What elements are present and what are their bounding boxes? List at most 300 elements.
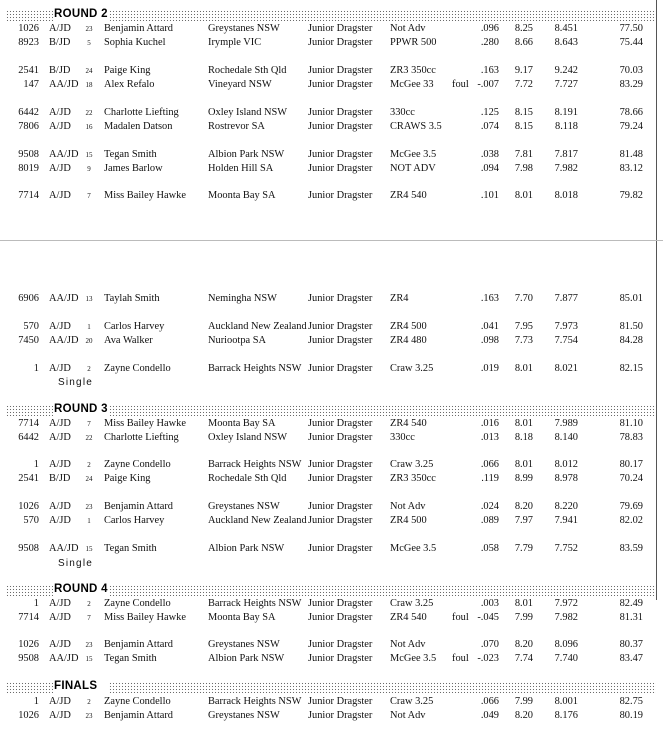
division: Junior Dragster — [308, 501, 373, 512]
reaction-time: .038 — [480, 149, 499, 160]
hometown: Barrack Heights NSW — [208, 598, 302, 609]
division: Junior Dragster — [308, 321, 373, 332]
hometown: Vineyard NSW — [208, 79, 272, 90]
division: Junior Dragster — [308, 107, 373, 118]
vehicle: Not Adv — [390, 710, 426, 721]
entrant-number: 1 — [33, 363, 39, 374]
division: Junior Dragster — [308, 23, 373, 34]
speed: 85.01 — [619, 293, 643, 304]
driver-name: James Barlow — [104, 163, 163, 174]
division: Junior Dragster — [308, 639, 373, 650]
dial-in: 7.72 — [514, 79, 533, 90]
dial-in: 8.01 — [514, 190, 533, 201]
reaction-time: -.007 — [477, 79, 499, 90]
elapsed-time: 7.941 — [554, 515, 578, 526]
header-dot-pattern — [6, 405, 53, 416]
dial-in: 8.01 — [514, 459, 533, 470]
reaction-time: .013 — [480, 432, 499, 443]
driver-name: Zayne Condello — [104, 696, 171, 707]
division: Junior Dragster — [308, 459, 373, 470]
round-2-header — [6, 9, 656, 22]
dial-in: 8.20 — [514, 639, 533, 650]
class: A/JD — [49, 612, 71, 623]
division: Junior Dragster — [308, 149, 373, 160]
vehicle: ZR4 540 — [390, 418, 427, 429]
reaction-time: .098 — [480, 335, 499, 346]
division: Junior Dragster — [308, 163, 373, 174]
speed: 79.24 — [619, 121, 643, 132]
entrant-number: 1 — [33, 696, 39, 707]
entrant-number: 1026 — [18, 501, 39, 512]
position: 9 — [87, 165, 91, 173]
speed: 81.48 — [619, 149, 643, 160]
elapsed-time: 8.001 — [554, 696, 578, 707]
division: Junior Dragster — [308, 79, 373, 90]
vehicle: McGee 3.5 — [390, 543, 437, 554]
position: 1 — [87, 323, 91, 331]
division: Junior Dragster — [308, 515, 373, 526]
reaction-time: .066 — [480, 459, 499, 470]
speed: 70.03 — [619, 65, 643, 76]
entrant-number: 1 — [33, 459, 39, 470]
class: A/JD — [49, 515, 71, 526]
vehicle: Craw 3.25 — [390, 598, 434, 609]
table-row — [0, 150, 663, 162]
division: Junior Dragster — [308, 653, 373, 664]
division: Junior Dragster — [308, 293, 373, 304]
elapsed-time: 7.982 — [554, 163, 578, 174]
single-run-note: Single — [58, 558, 93, 569]
speed: 78.66 — [619, 107, 643, 118]
position: 24 — [85, 475, 93, 483]
dial-in: 8.15 — [514, 121, 533, 132]
vehicle: Not Adv — [390, 23, 426, 34]
driver-name: Tegan Smith — [104, 543, 157, 554]
division: Junior Dragster — [308, 335, 373, 346]
reaction-time: .049 — [480, 710, 499, 721]
class: AA/JD — [49, 335, 79, 346]
hometown: Oxley Island NSW — [208, 432, 288, 443]
driver-name: Sophia Kuchel — [104, 37, 166, 48]
table-row — [0, 516, 663, 528]
position: 23 — [85, 503, 93, 511]
entrant-number: 8019 — [18, 163, 39, 174]
vehicle: McGee 33 — [390, 79, 434, 90]
elapsed-time: 7.817 — [554, 149, 578, 160]
section-heading: ROUND 2 — [54, 8, 108, 20]
speed: 77.50 — [619, 23, 643, 34]
position: 2 — [87, 365, 91, 373]
vehicle: PPWR 500 — [390, 37, 437, 48]
elapsed-time: 8.978 — [554, 473, 578, 484]
elapsed-time: 9.242 — [554, 65, 578, 76]
table-row — [0, 474, 663, 486]
position: 2 — [87, 461, 91, 469]
entrant-number: 147 — [23, 79, 39, 90]
position: 18 — [85, 81, 93, 89]
entrant-number: 2541 — [18, 65, 39, 76]
hometown: Greystanes NSW — [208, 639, 280, 650]
entrant-number: 9508 — [18, 653, 39, 664]
entrant-number: 6906 — [18, 293, 39, 304]
division: Junior Dragster — [308, 473, 373, 484]
vehicle: ZR4 500 — [390, 321, 427, 332]
dial-in: 8.01 — [514, 418, 533, 429]
class: AA/JD — [49, 79, 79, 90]
hometown: Barrack Heights NSW — [208, 696, 302, 707]
position: 2 — [87, 698, 91, 706]
dial-in: 8.01 — [514, 363, 533, 374]
speed: 79.82 — [619, 190, 643, 201]
driver-name: Miss Bailey Hawke — [104, 612, 186, 623]
class: AA/JD — [49, 653, 79, 664]
hometown: Rostrevor SA — [208, 121, 265, 132]
reaction-time: .016 — [480, 418, 499, 429]
dial-in: 7.97 — [514, 515, 533, 526]
class: AA/JD — [49, 293, 79, 304]
speed: 83.47 — [619, 653, 643, 664]
reaction-time: .019 — [480, 363, 499, 374]
table-row — [0, 711, 663, 723]
foul-note: foul — [452, 79, 469, 90]
dial-in: 8.25 — [514, 23, 533, 34]
hometown: Auckland New Zealand — [208, 515, 307, 526]
class: A/JD — [49, 190, 71, 201]
class: A/JD — [49, 639, 71, 650]
entrant-number: 6442 — [18, 107, 39, 118]
speed: 83.12 — [619, 163, 643, 174]
elapsed-time: 8.018 — [554, 190, 578, 201]
table-row — [0, 419, 663, 431]
division: Junior Dragster — [308, 432, 373, 443]
header-dot-pattern — [6, 10, 53, 21]
vehicle: McGee 3.5 — [390, 149, 437, 160]
vehicle: NOT ADV — [390, 163, 436, 174]
class: A/JD — [49, 459, 71, 470]
entrant-number: 9508 — [18, 543, 39, 554]
division: Junior Dragster — [308, 65, 373, 76]
elapsed-time: 8.021 — [554, 363, 578, 374]
elapsed-time: 7.877 — [554, 293, 578, 304]
entrant-number: 570 — [23, 321, 39, 332]
reaction-time: .119 — [481, 473, 499, 484]
vehicle: ZR3 350cc — [390, 65, 436, 76]
class: B/JD — [49, 37, 71, 48]
reaction-time: .089 — [480, 515, 499, 526]
single-run-note: Single — [58, 377, 93, 388]
position: 7 — [87, 420, 91, 428]
hometown: Moonta Bay SA — [208, 612, 276, 623]
hometown: Greystanes NSW — [208, 501, 280, 512]
driver-name: Madalen Datson — [104, 121, 173, 132]
dial-in: 8.20 — [514, 710, 533, 721]
class: B/JD — [49, 473, 71, 484]
entrant-number: 570 — [23, 515, 39, 526]
class: A/JD — [49, 598, 71, 609]
table-row — [0, 460, 663, 472]
position: 23 — [85, 712, 93, 720]
dial-in: 8.15 — [514, 107, 533, 118]
dial-in: 9.17 — [514, 65, 533, 76]
speed: 83.29 — [619, 79, 643, 90]
hometown: Albion Park NSW — [208, 149, 285, 160]
section-heading: ROUND 4 — [54, 583, 108, 595]
position: 7 — [87, 192, 91, 200]
driver-name: Charlotte Liefting — [104, 107, 179, 118]
reaction-time: .066 — [480, 696, 499, 707]
driver-name: Zayne Condello — [104, 363, 171, 374]
round-4-header — [6, 584, 656, 597]
table-row — [0, 336, 663, 348]
header-dot-pattern — [109, 10, 656, 21]
class: A/JD — [49, 432, 71, 443]
vehicle: 330cc — [390, 432, 415, 443]
position: 13 — [85, 295, 93, 303]
vehicle: Craw 3.25 — [390, 363, 434, 374]
table-row — [0, 599, 663, 611]
table-row — [0, 164, 663, 176]
entrant-number: 1026 — [18, 23, 39, 34]
driver-name: Paige King — [104, 65, 151, 76]
dial-in: 7.98 — [514, 163, 533, 174]
header-dot-pattern — [109, 405, 656, 416]
table-row — [0, 294, 663, 306]
entrant-number: 1026 — [18, 639, 39, 650]
elapsed-time: 8.140 — [554, 432, 578, 443]
speed: 80.37 — [619, 639, 643, 650]
hometown: Rochedale Sth Qld — [208, 65, 287, 76]
division: Junior Dragster — [308, 696, 373, 707]
speed: 83.59 — [619, 543, 643, 554]
entrant-number: 7806 — [18, 121, 39, 132]
hometown: Auckland New Zealand — [208, 321, 307, 332]
elapsed-time: 8.220 — [554, 501, 578, 512]
dial-in: 7.73 — [514, 335, 533, 346]
table-row — [0, 654, 663, 666]
division: Junior Dragster — [308, 710, 373, 721]
position: 23 — [85, 25, 93, 33]
position: 16 — [85, 123, 93, 131]
driver-name: Paige King — [104, 473, 151, 484]
position: 2 — [87, 600, 91, 608]
speed: 84.28 — [619, 335, 643, 346]
class: A/JD — [49, 710, 71, 721]
speed: 80.17 — [619, 459, 643, 470]
elapsed-time: 8.191 — [554, 107, 578, 118]
driver-name: Ava Walker — [104, 335, 153, 346]
driver-name: Alex Refalo — [104, 79, 155, 90]
class: B/JD — [49, 65, 71, 76]
table-row — [0, 80, 663, 92]
section-heading: ROUND 3 — [54, 403, 108, 415]
hometown: Greystanes NSW — [208, 23, 280, 34]
entrant-number: 7714 — [18, 612, 39, 623]
elapsed-time: 7.752 — [554, 543, 578, 554]
reaction-time: .074 — [480, 121, 499, 132]
position: 1 — [87, 517, 91, 525]
vehicle: 330cc — [390, 107, 415, 118]
driver-name: Benjamin Attard — [104, 710, 173, 721]
elapsed-time: 8.096 — [554, 639, 578, 650]
section-heading: FINALS — [54, 680, 98, 692]
reaction-time: .024 — [480, 501, 499, 512]
elapsed-time: 8.118 — [555, 121, 578, 132]
vehicle: ZR4 — [390, 293, 409, 304]
table-row — [0, 697, 663, 709]
position: 15 — [85, 545, 93, 553]
division: Junior Dragster — [308, 612, 373, 623]
class: AA/JD — [49, 543, 79, 554]
hometown: Irymple VIC — [208, 37, 262, 48]
class: A/JD — [49, 107, 71, 118]
elapsed-time: 7.727 — [554, 79, 578, 90]
entrant-number: 9508 — [18, 149, 39, 160]
vehicle: Not Adv — [390, 639, 426, 650]
table-row — [0, 502, 663, 514]
class: A/JD — [49, 23, 71, 34]
class: A/JD — [49, 696, 71, 707]
driver-name: Miss Bailey Hawke — [104, 190, 186, 201]
speed: 75.44 — [619, 37, 643, 48]
class: AA/JD — [49, 149, 79, 160]
reaction-time: .003 — [480, 598, 499, 609]
entrant-number: 7714 — [18, 418, 39, 429]
class: A/JD — [49, 163, 71, 174]
elapsed-time: 7.754 — [554, 335, 578, 346]
division: Junior Dragster — [308, 121, 373, 132]
driver-name: Carlos Harvey — [104, 321, 165, 332]
dial-in: 8.20 — [514, 501, 533, 512]
driver-name: Benjamin Attard — [104, 639, 173, 650]
driver-name: Benjamin Attard — [104, 23, 173, 34]
entrant-number: 7714 — [18, 190, 39, 201]
class: A/JD — [49, 501, 71, 512]
reaction-time: .101 — [480, 190, 499, 201]
table-row — [0, 640, 663, 652]
hometown: Nemingha NSW — [208, 293, 277, 304]
table-row — [0, 66, 663, 78]
position: 15 — [85, 655, 93, 663]
driver-name: Zayne Condello — [104, 598, 171, 609]
vehicle: ZR4 480 — [390, 335, 427, 346]
dial-in: 7.74 — [514, 653, 533, 664]
vehicle: ZR4 540 — [390, 190, 427, 201]
reaction-time: -.045 — [477, 612, 499, 623]
header-dot-pattern — [109, 585, 656, 596]
hometown: Holden Hill SA — [208, 163, 274, 174]
position: 22 — [85, 109, 93, 117]
driver-name: Miss Bailey Hawke — [104, 418, 186, 429]
header-dot-pattern — [109, 682, 656, 693]
dial-in: 8.18 — [514, 432, 533, 443]
vehicle: Not Adv — [390, 501, 426, 512]
entrant-number: 1 — [33, 598, 39, 609]
hometown: Albion Park NSW — [208, 543, 285, 554]
vehicle: ZR4 500 — [390, 515, 427, 526]
hometown: Moonta Bay SA — [208, 418, 276, 429]
position: 24 — [85, 67, 93, 75]
elapsed-time: 8.176 — [554, 710, 578, 721]
position: 22 — [85, 434, 93, 442]
table-row — [0, 38, 663, 50]
dial-in: 7.99 — [514, 696, 533, 707]
elapsed-time: 8.643 — [554, 37, 578, 48]
entrant-number: 1026 — [18, 710, 39, 721]
speed: 82.75 — [619, 696, 643, 707]
header-dot-pattern — [6, 682, 53, 693]
hometown: Moonta Bay SA — [208, 190, 276, 201]
round-3-header — [6, 404, 656, 417]
division: Junior Dragster — [308, 363, 373, 374]
elapsed-time: 7.982 — [554, 612, 578, 623]
table-row — [0, 108, 663, 120]
position: 20 — [85, 337, 93, 345]
entrant-number: 6442 — [18, 432, 39, 443]
elapsed-time: 7.973 — [554, 321, 578, 332]
driver-name: Charlotte Liefting — [104, 432, 179, 443]
table-row — [0, 191, 663, 203]
reaction-time: -.023 — [477, 653, 499, 664]
foul-note: foul — [452, 612, 469, 623]
elapsed-time: 7.740 — [554, 653, 578, 664]
entrant-number: 7450 — [18, 335, 39, 346]
speed: 82.49 — [619, 598, 643, 609]
reaction-time: .163 — [480, 65, 499, 76]
table-row — [0, 613, 663, 625]
table-row — [0, 364, 663, 376]
driver-name: Carlos Harvey — [104, 515, 165, 526]
driver-name: Taylah Smith — [104, 293, 160, 304]
speed: 70.24 — [619, 473, 643, 484]
table-row — [0, 24, 663, 36]
position: 23 — [85, 641, 93, 649]
dial-in: 8.01 — [514, 598, 533, 609]
speed: 79.69 — [619, 501, 643, 512]
division: Junior Dragster — [308, 190, 373, 201]
dial-in: 8.99 — [514, 473, 533, 484]
entrant-number: 8923 — [18, 37, 39, 48]
hometown: Barrack Heights NSW — [208, 363, 302, 374]
speed: 78.83 — [619, 432, 643, 443]
class: A/JD — [49, 121, 71, 132]
speed: 82.02 — [619, 515, 643, 526]
elapsed-time: 8.012 — [554, 459, 578, 470]
page-break-divider — [0, 240, 663, 241]
vehicle: ZR3 350cc — [390, 473, 436, 484]
reaction-time: .041 — [480, 321, 499, 332]
position: 15 — [85, 151, 93, 159]
division: Junior Dragster — [308, 543, 373, 554]
speed: 81.10 — [619, 418, 643, 429]
hometown: Nuriootpa SA — [208, 335, 267, 346]
speed: 81.31 — [619, 612, 643, 623]
division: Junior Dragster — [308, 598, 373, 609]
elapsed-time: 8.451 — [554, 23, 578, 34]
division: Junior Dragster — [308, 418, 373, 429]
finals-header — [6, 681, 656, 694]
vehicle: Craw 3.25 — [390, 696, 434, 707]
speed: 82.15 — [619, 363, 643, 374]
dial-in: 7.99 — [514, 612, 533, 623]
hometown: Barrack Heights NSW — [208, 459, 302, 470]
driver-name: Tegan Smith — [104, 149, 157, 160]
driver-name: Zayne Condello — [104, 459, 171, 470]
vehicle: CRAWS 3.5 — [390, 121, 442, 132]
dial-in: 7.81 — [514, 149, 533, 160]
dial-in: 7.95 — [514, 321, 533, 332]
speed: 81.50 — [619, 321, 643, 332]
reaction-time: .125 — [480, 107, 499, 118]
